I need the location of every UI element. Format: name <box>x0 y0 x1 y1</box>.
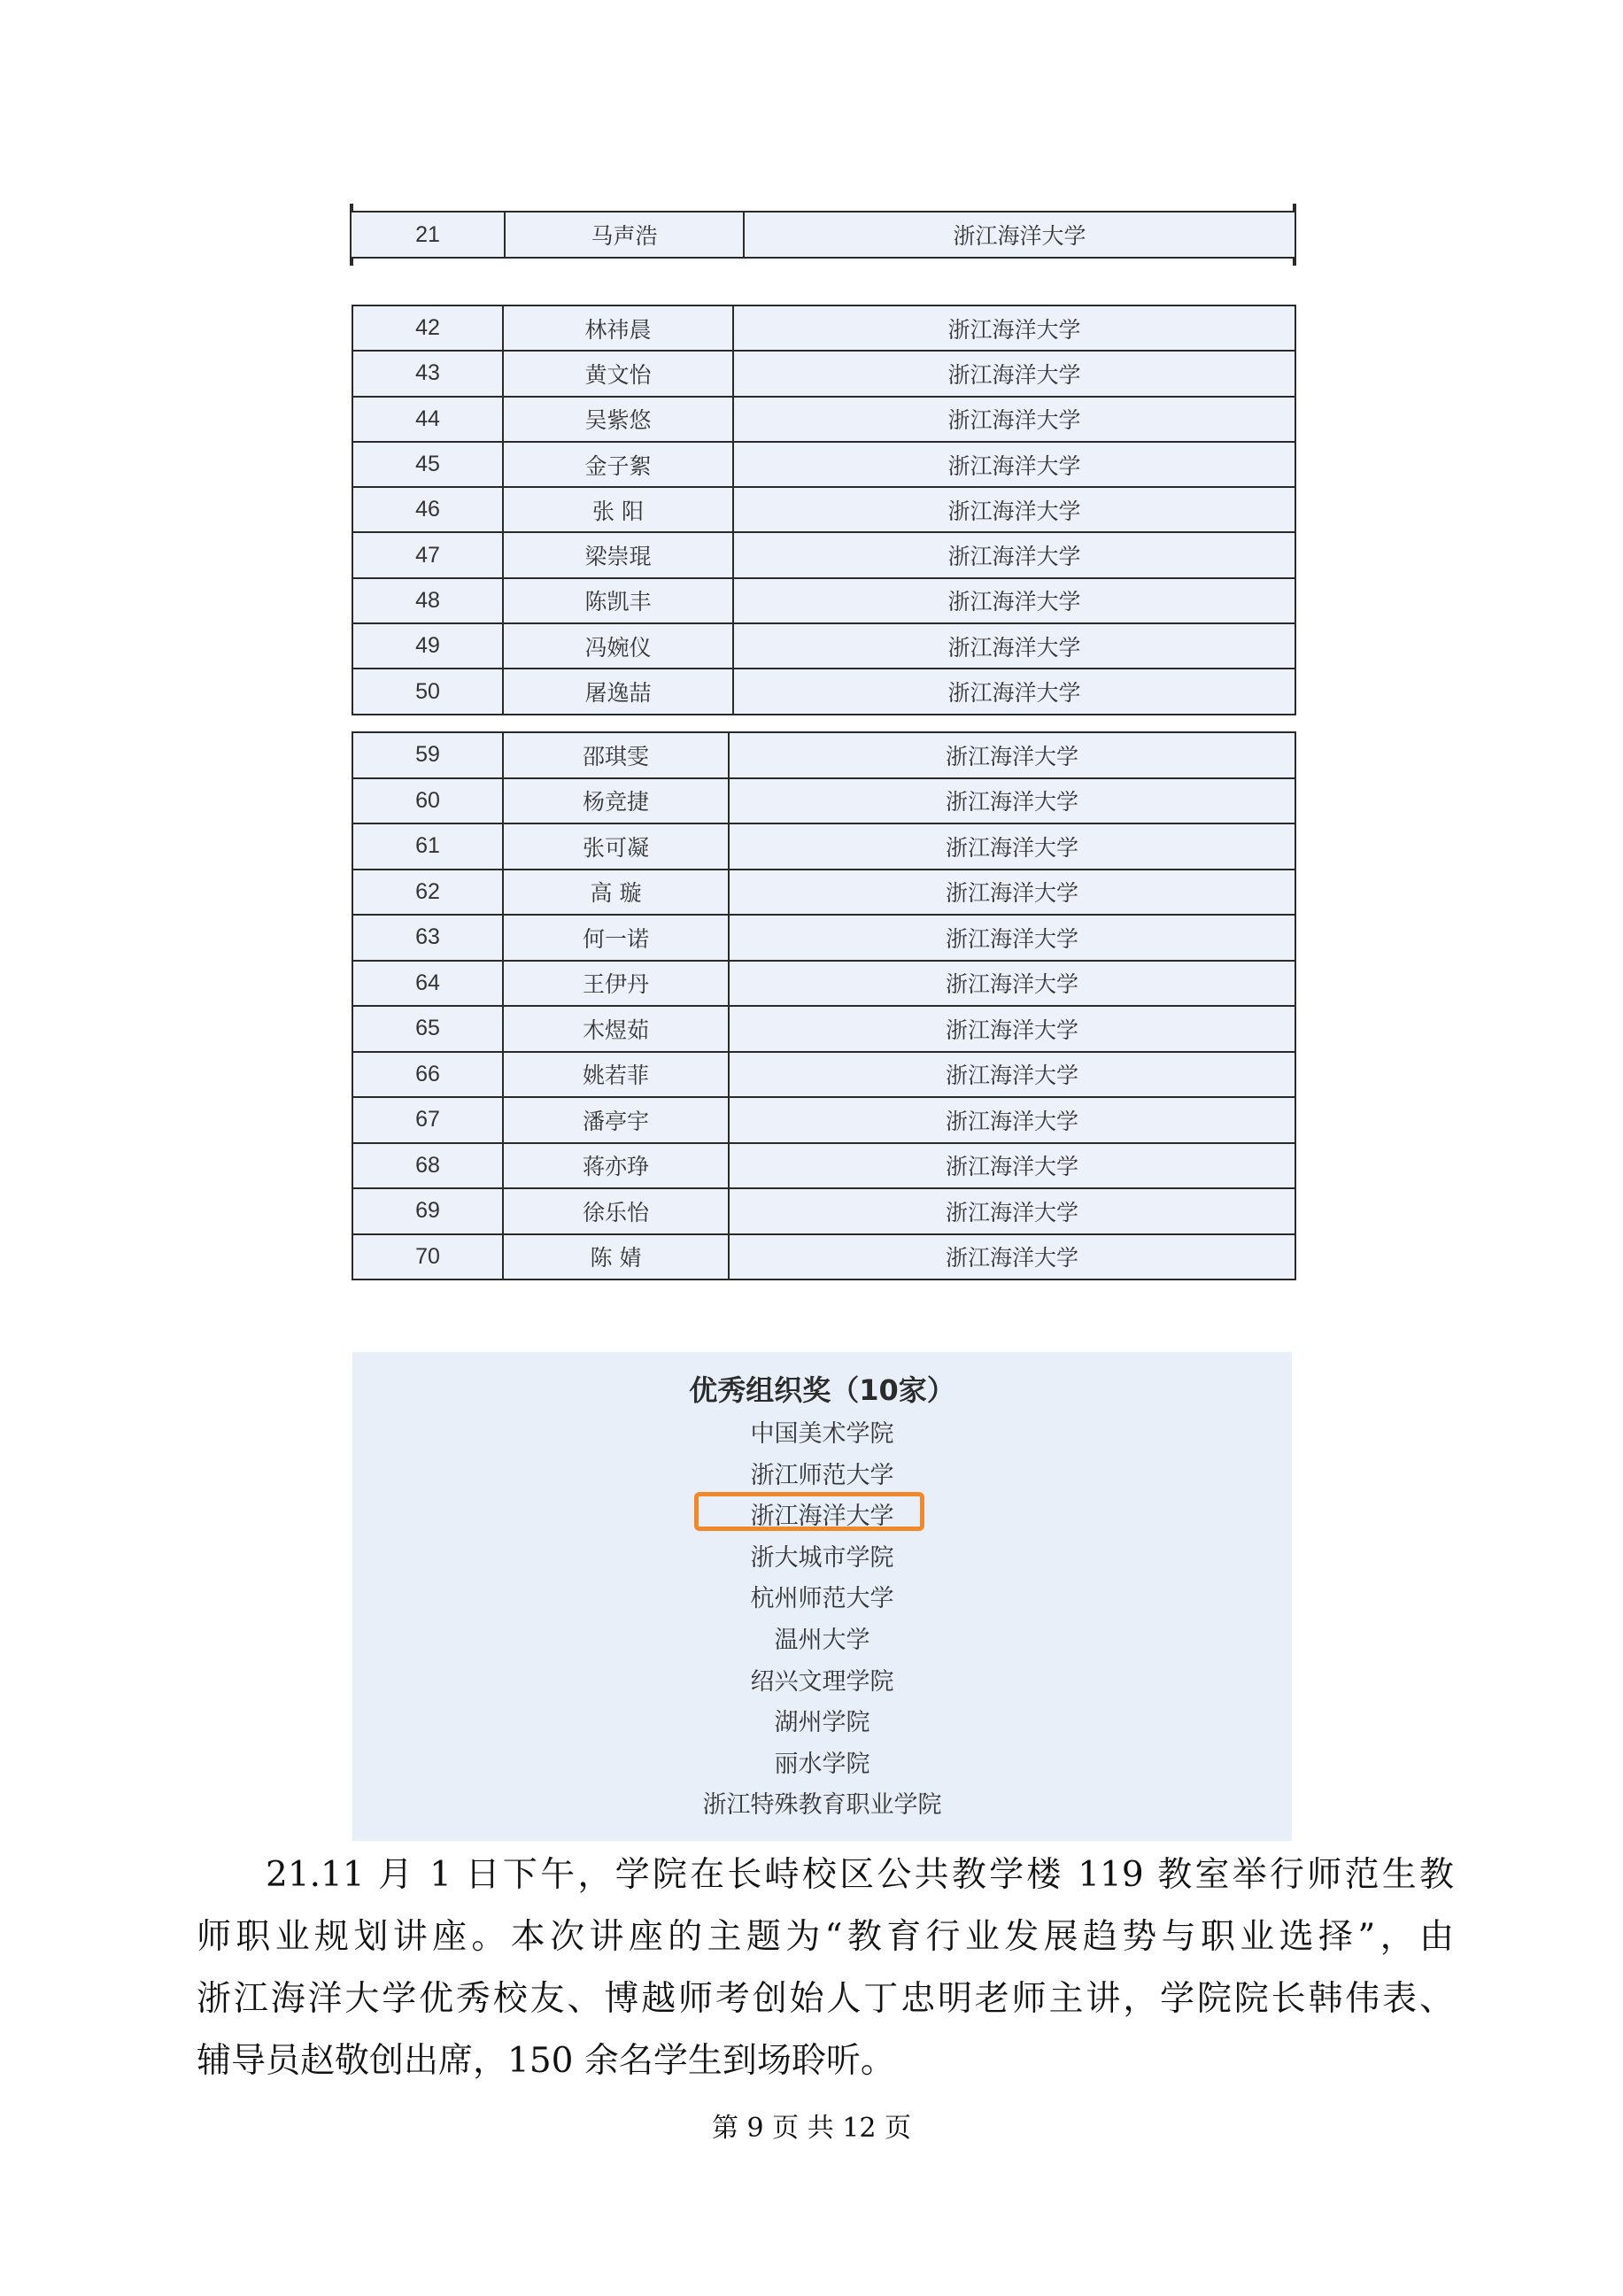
school-cell: 浙江海洋大学 <box>729 732 1295 778</box>
school-cell: 浙江海洋大学 <box>729 1052 1295 1098</box>
paragraph-line: 浙江海洋大学优秀校友、博越师考创始人丁忠明老师主讲，学院院长韩伟表、 <box>197 1979 1454 2019</box>
school-cell: 浙江海洋大学 <box>729 1234 1295 1280</box>
name-cell: 杨竞捷 <box>503 778 729 824</box>
school-cell: 浙江海洋大学 <box>729 915 1295 961</box>
school-cell: 浙江海洋大学 <box>729 778 1295 824</box>
rank-cell: 70 <box>352 1234 503 1280</box>
ranking-table-c <box>352 731 1296 1280</box>
table-row <box>352 669 1295 714</box>
rank-cell: 62 <box>352 870 503 916</box>
award-school-item: 中国美术学院 <box>750 1420 894 1448</box>
table-row <box>352 823 1295 870</box>
name-cell: 冯婉仪 <box>503 623 733 669</box>
name-cell: 梁崇琨 <box>503 532 733 577</box>
name-cell: 潘亭宇 <box>503 1097 729 1143</box>
name-cell: 马声浩 <box>505 212 744 258</box>
name-cell: 张可凝 <box>503 823 729 870</box>
name-cell: 陈凯丰 <box>503 578 733 623</box>
name-cell: 黄文怡 <box>503 351 733 396</box>
table-row <box>352 732 1295 778</box>
table-row <box>352 351 1295 396</box>
school-cell: 浙江海洋大学 <box>744 212 1295 258</box>
paragraph-line: 辅导员赵敬创出席，150 余名学生到场聆听。 <box>197 2041 895 2081</box>
school-cell: 浙江海洋大学 <box>729 1097 1295 1143</box>
table-row <box>352 397 1295 442</box>
school-cell: 浙江海洋大学 <box>733 532 1295 577</box>
school-cell: 浙江海洋大学 <box>729 1143 1295 1189</box>
name-cell: 张 阳 <box>503 487 733 532</box>
rank-cell: 21 <box>351 212 505 258</box>
name-cell: 蒋亦琤 <box>503 1143 729 1189</box>
school-cell: 浙江海洋大学 <box>733 351 1295 396</box>
school-cell: 浙江海洋大学 <box>733 305 1295 351</box>
rank-cell: 48 <box>352 578 503 623</box>
table-row <box>352 1188 1295 1234</box>
rank-cell: 50 <box>352 669 503 714</box>
rank-cell: 67 <box>352 1097 503 1143</box>
name-cell: 王伊丹 <box>503 961 729 1007</box>
school-cell: 浙江海洋大学 <box>733 487 1295 532</box>
school-cell: 浙江海洋大学 <box>729 823 1295 870</box>
highlight-box <box>694 1492 924 1531</box>
award-school-item: 浙大城市学院 <box>750 1543 894 1572</box>
rank-cell: 69 <box>352 1188 503 1234</box>
award-school-list <box>352 1414 1292 1827</box>
table-row <box>352 1097 1295 1143</box>
name-cell: 姚若菲 <box>503 1052 729 1098</box>
school-cell: 浙江海洋大学 <box>733 442 1295 487</box>
rank-cell: 68 <box>352 1143 503 1189</box>
table-row <box>352 961 1295 1007</box>
table-row <box>352 1234 1295 1280</box>
rank-cell: 42 <box>352 305 503 351</box>
name-cell: 何一诺 <box>503 915 729 961</box>
table-row <box>352 778 1295 824</box>
name-cell: 邵琪雯 <box>503 732 729 778</box>
page-number-footer: 第 9 页 共 12 页 <box>712 2113 911 2144</box>
rank-cell: 61 <box>352 823 503 870</box>
name-cell: 木煜茹 <box>503 1006 729 1052</box>
rank-cell: 45 <box>352 442 503 487</box>
table-row <box>352 1052 1295 1098</box>
school-cell: 浙江海洋大学 <box>729 1006 1295 1052</box>
table-row <box>352 532 1295 577</box>
school-cell: 浙江海洋大学 <box>729 870 1295 916</box>
name-cell: 徐乐怡 <box>503 1188 729 1234</box>
name-cell: 吴紫悠 <box>503 397 733 442</box>
rank-cell: 49 <box>352 623 503 669</box>
name-cell: 屠逸喆 <box>503 669 733 714</box>
table-row <box>351 212 1295 258</box>
award-school-item: 杭州师范大学 <box>750 1585 894 1613</box>
rank-cell: 46 <box>352 487 503 532</box>
excellent-organization-award-panel <box>352 1352 1292 1841</box>
award-school-item: 浙江师范大学 <box>750 1461 894 1489</box>
school-cell: 浙江海洋大学 <box>733 397 1295 442</box>
table-row <box>352 623 1295 669</box>
rank-cell: 60 <box>352 778 503 824</box>
school-cell: 浙江海洋大学 <box>729 1188 1295 1234</box>
table-row <box>352 1143 1295 1189</box>
school-cell: 浙江海洋大学 <box>733 669 1295 714</box>
rank-cell: 44 <box>352 397 503 442</box>
table-row <box>352 487 1295 532</box>
award-school-item: 丽水学院 <box>774 1750 870 1778</box>
ranking-table-b <box>352 305 1296 715</box>
name-cell: 金子絮 <box>503 442 733 487</box>
rank-cell: 43 <box>352 351 503 396</box>
school-cell: 浙江海洋大学 <box>733 623 1295 669</box>
rank-cell: 64 <box>352 961 503 1007</box>
table-row <box>352 305 1295 351</box>
name-cell: 高 璇 <box>503 870 729 916</box>
table-row <box>352 1006 1295 1052</box>
table-row <box>352 870 1295 916</box>
award-school-item: 温州大学 <box>774 1626 870 1654</box>
award-school-item: 绍兴文理学院 <box>750 1667 894 1696</box>
award-school-item: 湖州学院 <box>774 1709 870 1737</box>
rank-cell: 65 <box>352 1006 503 1052</box>
award-title: 优秀组织奖（10家） <box>689 1373 955 1407</box>
rank-cell: 66 <box>352 1052 503 1098</box>
award-school-item: 浙江海洋大学 <box>750 1503 894 1531</box>
award-school-item: 浙江特殊教育职业学院 <box>702 1791 942 1820</box>
table-row <box>352 578 1295 623</box>
school-cell: 浙江海洋大学 <box>733 578 1295 623</box>
name-cell: 林祎晨 <box>503 305 733 351</box>
table-row <box>352 442 1295 487</box>
paragraph-line: 师职业规划讲座。本次讲座的主题为“教育行业发展趋势与职业选择”，由 <box>197 1917 1454 1957</box>
rank-cell: 63 <box>352 915 503 961</box>
rank-cell: 47 <box>352 532 503 577</box>
body-paragraph <box>197 1844 1454 2092</box>
ranking-table-a <box>350 211 1296 259</box>
rank-cell: 59 <box>352 732 503 778</box>
table-row <box>352 915 1295 961</box>
name-cell: 陈 婧 <box>503 1234 729 1280</box>
school-cell: 浙江海洋大学 <box>729 961 1295 1007</box>
paragraph-line: 21.11 月 1 日下午，学院在长峙校区公共教学楼 119 教室举行师范生教 <box>266 1855 1454 1895</box>
